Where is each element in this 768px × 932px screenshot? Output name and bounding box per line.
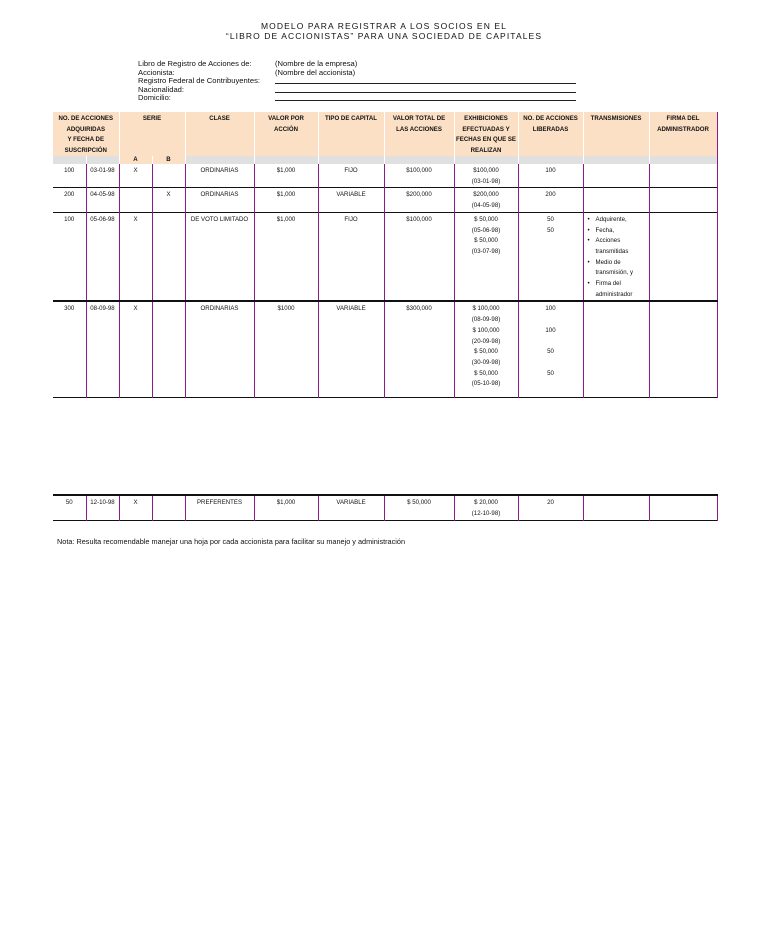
cell-fecha: 04-05-98 <box>86 188 119 212</box>
header-valor-total: VALOR TOTAL DE LAS ACCIONES <box>384 112 454 156</box>
cell-acciones: 300 <box>53 301 86 397</box>
cell-fecha: 03-01-98 <box>86 164 119 188</box>
cell-transmisiones <box>583 495 649 520</box>
libro-label: Libro de Registro de Acciones de: <box>138 59 252 68</box>
rfc-line <box>275 77 576 84</box>
cell-clase: ORDINARIAS <box>185 164 254 188</box>
cell-valor: $1000 <box>254 301 318 397</box>
cell-fecha: 08-09-98 <box>86 301 119 397</box>
shareholder-info-block <box>138 60 576 103</box>
cell-firma <box>649 212 717 301</box>
domicilio-line <box>275 94 576 101</box>
cell-liberadas: 100 <box>518 164 583 188</box>
header-clase: CLASE <box>185 112 254 156</box>
list-item: • Firma del <box>596 279 649 290</box>
cell-total: $100,000 <box>384 164 454 188</box>
cell-transmisiones <box>583 164 649 188</box>
cell-serie-b <box>152 212 185 301</box>
cell-transmisiones <box>583 212 649 301</box>
cell-liberadas: 100 100 50 50 <box>518 301 583 397</box>
cell-liberadas: 200 <box>518 188 583 212</box>
table-row <box>53 188 717 212</box>
libro-value: (Nombre de la empresa) <box>275 59 358 68</box>
header-serie: SERIE <box>119 112 185 156</box>
cell-serie-b: X <box>152 188 185 212</box>
rfc-label: Registro Federal de Contribuyentes: <box>138 76 260 86</box>
cell-tipo: FIJO <box>318 164 384 188</box>
table-row <box>53 495 717 520</box>
cell-total: $ 50,000 <box>384 495 454 520</box>
list-item: transmisión, y <box>595 269 634 277</box>
blank-space <box>53 397 717 495</box>
list-item: • Adquirente, <box>596 215 649 226</box>
cell-firma <box>649 495 717 520</box>
cell-total: $100,000 <box>384 212 454 301</box>
cell-serie-a: X <box>119 495 152 520</box>
footnote: Nota: Resulta recomendable manejar una hoja por cada accionista para facilitar su manejo y administración <box>57 537 406 546</box>
cell-exhibiciones: $ 50,000 (05-06-98) $ 50,000 (03-07-98) <box>454 212 518 301</box>
list-item: • Fecha, <box>596 226 649 237</box>
cell-serie-a: X <box>119 164 152 188</box>
cell-tipo: VARIABLE <box>318 301 384 397</box>
cell-total: $300,000 <box>384 301 454 397</box>
list-item: • Medio de <box>596 258 649 269</box>
cell-liberadas: 20 <box>518 495 583 520</box>
cell-total: $200,000 <box>384 188 454 212</box>
cell-valor: $1,000 <box>254 188 318 212</box>
cell-acciones: 50 <box>53 495 86 520</box>
domicilio-label: Domicilio: <box>138 93 171 103</box>
header-row <box>53 112 717 156</box>
cell-serie-b <box>152 164 185 188</box>
cell-serie-b <box>152 495 185 520</box>
cell-serie-a <box>119 188 152 212</box>
cell-exhibiciones: $ 20,000 (12-10-98) <box>454 495 518 520</box>
cell-acciones: 100 <box>53 212 86 301</box>
cell-fecha: 05-06-98 <box>86 212 119 301</box>
cell-tipo: VARIABLE <box>318 188 384 212</box>
header-acciones: NO. DE ACCIONES ADQUIRIDAS Y FECHA DE SUSCRIPCIÓN <box>53 112 119 156</box>
header-serie-a: A <box>119 156 152 164</box>
header-firma: FIRMA DEL ADMINISTRADOR <box>649 112 717 156</box>
cell-serie-b <box>152 301 185 397</box>
cell-acciones: 200 <box>53 188 86 212</box>
cell-transmisiones <box>583 301 649 397</box>
transmisiones-list <box>587 215 649 301</box>
header-exhibiciones: EXHIBICIONES EFECTUADAS Y FECHAS EN QUE SE REALIZAN <box>454 112 518 156</box>
cell-firma <box>649 164 717 188</box>
cell-clase: PREFERENTES <box>185 495 254 520</box>
cell-tipo: VARIABLE <box>318 495 384 520</box>
header-transmisiones: TRANSMISIONES <box>583 112 649 156</box>
cell-firma <box>649 188 717 212</box>
accionista-label: Accionista: <box>138 67 175 77</box>
cell-fecha: 12-10-98 <box>86 495 119 520</box>
cell-clase: ORDINARIAS <box>185 301 254 397</box>
cell-clase: ORDINARIAS <box>185 188 254 212</box>
list-item: transmitidas <box>595 247 629 255</box>
cell-serie-a: X <box>119 301 152 397</box>
cell-serie-a: X <box>119 212 152 301</box>
header-serie-b: B <box>152 156 185 164</box>
table-row <box>53 301 717 397</box>
list-item: administrador <box>595 290 633 298</box>
header-tipo-capital: TIPO DE CAPITAL <box>318 112 384 156</box>
document-title-line2: “LIBRO DE ACCIONISTAS” PARA UNA SOCIEDAD DE CAPITALES <box>225 31 543 41</box>
cell-firma <box>649 301 717 397</box>
cell-valor: $1,000 <box>254 212 318 301</box>
cell-valor: $1,000 <box>254 495 318 520</box>
nacionalidad-line <box>275 86 576 93</box>
table-row <box>53 212 717 301</box>
header-liberadas: NO. DE ACCIONES LIBERADAS <box>518 112 583 156</box>
cell-clase: DE VOTO LIMITADO <box>185 212 254 301</box>
cell-exhibiciones: $200,000 (04-05-98) <box>454 188 518 212</box>
nacionalidad-label: Nacionalidad: <box>138 84 185 94</box>
cell-tipo: FIJO <box>318 212 384 301</box>
cell-exhibiciones: $100,000 (03-01-98) <box>454 164 518 188</box>
cell-liberadas: 50 50 <box>518 212 583 301</box>
shareholder-register-table <box>53 112 718 521</box>
accionista-value: (Nombre del accionista) <box>275 67 356 77</box>
cell-exhibiciones: $ 100,000 (08-09-98) $ 100,000 (20-09-98) $ 50,000 (30-09-98) $ 50,000 (05-10-98) <box>454 301 518 397</box>
list-item: • Acciones <box>596 236 649 247</box>
cell-valor: $1,000 <box>254 164 318 188</box>
cell-acciones: 100 <box>53 164 86 188</box>
document-title-line1: MODELO PARA REGISTRAR A LOS SOCIOS EN EL <box>260 21 507 31</box>
header-valor-por-accion: VALOR POR ACCIÓN <box>254 112 318 156</box>
table-row <box>53 164 717 188</box>
header-subrow <box>53 156 717 164</box>
cell-transmisiones <box>583 188 649 212</box>
